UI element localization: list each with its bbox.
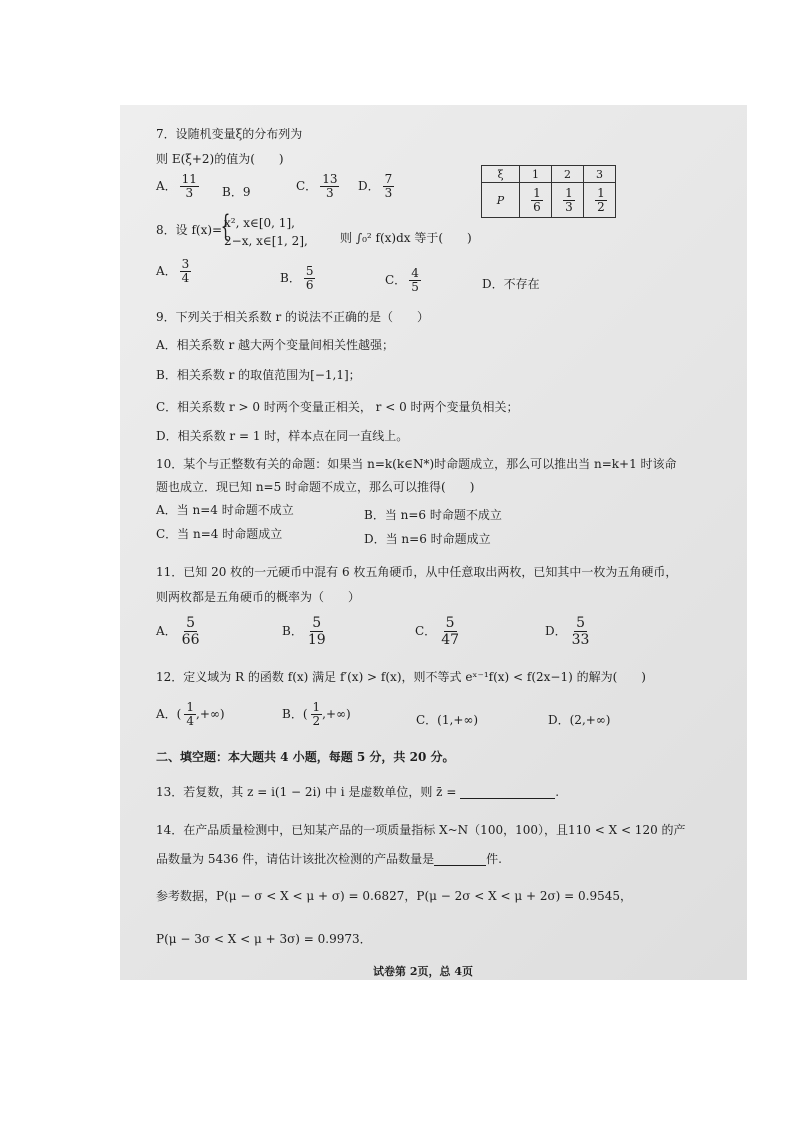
- q7-distribution-table: [481, 165, 616, 218]
- q9-option-c: C．相关系数 r > 0 时两个变量正相关， r < 0 时两个变量负相关；: [156, 400, 519, 414]
- q10-stem-2: 题也成立．现已知 n=5 时命题不成立，那么可以推得( ): [156, 480, 475, 494]
- q7-option-c: C． $\frac{13}{3}$: [296, 172, 338, 200]
- q10-option-a: A．当 n=4 时命题不成立: [156, 503, 294, 517]
- q14-reference-data-2: P(μ − 3σ < X < μ + 3σ) = 0.9973．: [156, 932, 372, 946]
- exam-page: [120, 105, 747, 980]
- q11-option-d: D． $\frac{5}{33}$: [545, 615, 590, 648]
- q9-option-a: A．相关系数 r 越大两个变量间相关性越强；: [156, 338, 395, 352]
- q14-reference-data: 参考数据，P(μ − σ < X < μ + σ) = 0.6827，P(μ − 2σ < X < μ + 2σ) = 0.9545，: [156, 889, 633, 903]
- q14-stem: 14．在产品质量检测中，已知某产品的一项质量指标 X~N（100，100），且110 < X < 120 的产: [156, 823, 686, 837]
- q9-stem: 9．下列关于相关系数 r 的说法不正确的是（ ）: [156, 310, 430, 324]
- table-cell: 2: [552, 166, 584, 183]
- q10-stem: 10．某个与正整数有关的命题：如果当 n=k(k∈N*)时命题成立，那么可以推出当 n=k+1 时该命: [156, 457, 677, 471]
- q8-option-c: C． $\frac{4}{5}$: [385, 266, 419, 294]
- q11-option-a: A． $\frac{5}{66}$: [156, 615, 200, 648]
- q8-option-d: D．不存在: [482, 277, 540, 291]
- q8-brace: {: [220, 209, 231, 244]
- table-cell: $\frac{1}{6}$: [520, 183, 552, 218]
- section-2-heading: 二、填空题：本大题共 4 小题，每题 5 分，共 20 分。: [156, 750, 455, 764]
- q7-option-a: A． $\frac{11}{3}$: [156, 172, 197, 200]
- table-cell: $\frac{1}{2}$: [584, 183, 616, 218]
- q9-option-b: B．相关系数 r 的取值范围为[−1,1]；: [156, 368, 361, 382]
- q7-stem-2: 则 E(ξ+2)的值为( ): [156, 152, 284, 166]
- table-cell: $\frac{1}{3}$: [552, 183, 584, 218]
- q12-option-c: C．(1,+∞): [416, 713, 479, 727]
- table-cell: 3: [584, 166, 616, 183]
- q12-option-a: A．( $\frac{1}{4}$ ,+∞): [156, 700, 225, 728]
- q8-case-1: x², x∈[0, 1],: [224, 216, 295, 230]
- q11-stem-2: 则两枚都是五角硬币的概率为（ ）: [156, 590, 361, 604]
- q11-option-c: C． $\frac{5}{47}$: [415, 615, 460, 648]
- q8-option-a: A． $\frac{3}{4}$: [156, 257, 190, 285]
- q12-stem: 12．定义域为 R 的函数 f(x) 满足 f′(x) > f(x)，则不等式 eˣ⁻¹f(x) < f(2x−1) 的解为( ): [156, 670, 646, 684]
- q14-stem-2: 品数量为 5436 件，请估计该批次检测的产品数量是 件.: [156, 852, 502, 866]
- q12-option-b: B．( $\frac{1}{2}$ ,+∞): [282, 700, 351, 728]
- q11-stem: 11．已知 20 枚的一元硬币中混有 6 枚五角硬币，从中任意取出两枚，已知其中一枚为五角硬币，: [156, 565, 678, 579]
- q10-option-c: C．当 n=4 时命题成立: [156, 527, 283, 541]
- q13-stem: 13．若复数，其 z = i(1 − 2i) 中 i 是虚数单位，则 z̄ = .: [156, 785, 560, 799]
- q8-case-2: 2−x, x∈[1, 2],: [224, 234, 308, 248]
- page-footer: 试卷第 2页，总 4页: [373, 965, 473, 978]
- q7-option-d: D． $\frac{7}{3}$: [358, 172, 393, 200]
- q8-stem: 8．设 f(x)=: [156, 223, 223, 237]
- q10-option-b: B．当 n=6 时命题不成立: [364, 508, 502, 522]
- q10-option-d: D．当 n=6 时命题成立: [364, 532, 491, 546]
- q12-option-d: D．(2,+∞): [548, 713, 611, 727]
- q11-option-b: B． $\frac{5}{19}$: [282, 615, 326, 648]
- q8-option-b: B． $\frac{5}{6}$: [280, 264, 314, 292]
- q9-option-d: D．相关系数 r = 1 时，样本点在同一直线上。: [156, 429, 409, 443]
- q7-stem: 7．设随机变量ξ的分布列为: [156, 127, 303, 141]
- table-cell: P: [482, 183, 520, 218]
- table-cell: 1: [520, 166, 552, 183]
- q7-option-b: B．9: [222, 185, 251, 199]
- table-cell: ξ: [482, 166, 520, 183]
- q13-answer-blank: [460, 798, 555, 799]
- q8-integral: 则 ∫₀² f(x)dx 等于( ): [340, 231, 472, 245]
- q14-answer-blank: [434, 865, 486, 866]
